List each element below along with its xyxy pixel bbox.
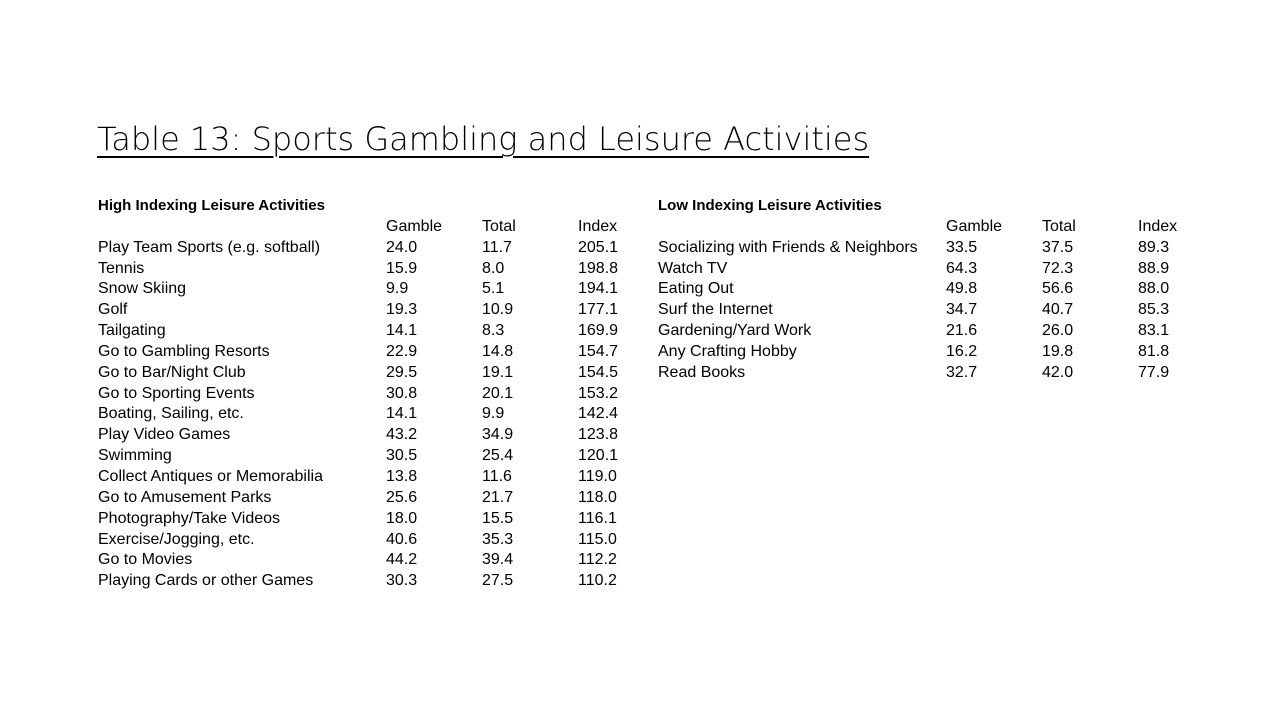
- index-value: 88.9: [1138, 259, 1170, 277]
- activity-label: Go to Gambling Resorts: [98, 342, 270, 360]
- gamble-value: 25.6: [386, 488, 418, 506]
- total-value: 56.6: [1042, 280, 1074, 298]
- high-column-header-row: [98, 217, 638, 238]
- total-value: 9.9: [482, 405, 505, 423]
- total-value: 72.3: [1042, 259, 1074, 277]
- low-indexing-heading: Low Indexing Leisure Activities: [658, 197, 882, 214]
- column-header-total: Total: [482, 217, 516, 235]
- table-row: [98, 342, 638, 363]
- table-row: [658, 238, 1198, 259]
- activity-label: Snow Skiing: [98, 280, 187, 298]
- index-value: 83.1: [1138, 322, 1170, 340]
- total-value: 19.1: [482, 363, 514, 381]
- gamble-value: 44.2: [386, 551, 418, 569]
- slide-title: Table 13: Sports Gambling and Leisure Activities: [97, 120, 870, 158]
- column-header-index: Index: [1138, 217, 1178, 235]
- index-value: 177.1: [578, 301, 619, 319]
- activity-label: Socializing with Friends & Neighbors: [658, 238, 918, 256]
- total-value: 40.7: [1042, 301, 1074, 319]
- activity-label: Any Crafting Hobby: [658, 342, 797, 360]
- gamble-value: 32.7: [946, 363, 978, 381]
- gamble-value: 14.1: [386, 405, 418, 423]
- index-value: 81.8: [1138, 342, 1170, 360]
- gamble-value: 15.9: [386, 259, 418, 277]
- activity-label: Eating Out: [658, 280, 734, 298]
- total-value: 14.8: [482, 342, 514, 360]
- activity-label: Golf: [98, 301, 128, 319]
- low-rows: [658, 238, 1198, 384]
- gamble-value: 13.8: [386, 467, 418, 485]
- index-value: 116.1: [578, 509, 617, 527]
- gamble-value: 64.3: [946, 259, 978, 277]
- table-row: [98, 259, 638, 280]
- index-value: 89.3: [1138, 238, 1170, 256]
- index-value: 110.2: [578, 572, 617, 590]
- column-header-index: Index: [578, 217, 618, 235]
- gamble-value: 30.5: [386, 447, 418, 465]
- activity-label: Collect Antiques or Memorabilia: [98, 467, 323, 485]
- total-value: 20.1: [482, 384, 514, 402]
- table-row: [658, 279, 1198, 300]
- high-indexing-heading: High Indexing Leisure Activities: [98, 197, 325, 214]
- total-value: 8.0: [482, 259, 505, 277]
- index-value: 120.1: [578, 447, 619, 465]
- activity-label: Tailgating: [98, 322, 166, 340]
- gamble-value: 30.8: [386, 384, 418, 402]
- table-row: [98, 404, 638, 425]
- table-row: [658, 363, 1198, 384]
- table-row: [98, 446, 638, 467]
- gamble-value: 40.6: [386, 530, 418, 548]
- table-row: [658, 300, 1198, 321]
- gamble-value: 18.0: [386, 509, 418, 527]
- column-header-gamble: Gamble: [386, 217, 443, 235]
- table-row: [658, 259, 1198, 280]
- table-row: [98, 238, 638, 259]
- total-value: 5.1: [482, 280, 505, 298]
- table-row: [98, 571, 638, 592]
- index-value: 119.0: [578, 467, 617, 485]
- gamble-value: 33.5: [946, 238, 978, 256]
- activity-label: Play Video Games: [98, 426, 231, 444]
- activity-label: Tennis: [98, 259, 145, 277]
- table-row: [98, 550, 638, 571]
- index-value: 154.5: [578, 363, 619, 381]
- total-value: 39.4: [482, 551, 514, 569]
- activity-label: Gardening/Yard Work: [658, 322, 812, 340]
- total-value: 26.0: [1042, 322, 1074, 340]
- gamble-value: 34.7: [946, 301, 978, 319]
- index-value: 153.2: [578, 384, 619, 402]
- total-value: 11.7: [482, 238, 512, 256]
- low-indexing-table: [658, 196, 1198, 384]
- table-row: [98, 488, 638, 509]
- activity-label: Go to Amusement Parks: [98, 488, 272, 506]
- index-value: 123.8: [578, 426, 619, 444]
- index-value: 154.7: [578, 342, 619, 360]
- activity-label: Go to Sporting Events: [98, 384, 255, 402]
- activity-label: Play Team Sports (e.g. softball): [98, 238, 321, 256]
- gamble-value: 22.9: [386, 342, 418, 360]
- table-row: [98, 321, 638, 342]
- index-value: 112.2: [578, 551, 617, 569]
- table-row: [98, 363, 638, 384]
- index-value: 205.1: [578, 238, 619, 256]
- total-value: 8.3: [482, 322, 505, 340]
- index-value: 88.0: [1138, 280, 1170, 298]
- activity-label: Watch TV: [658, 259, 728, 277]
- index-value: 77.9: [1138, 363, 1170, 381]
- activity-label: Go to Movies: [98, 551, 193, 569]
- activity-label: Swimming: [98, 447, 172, 465]
- total-value: 11.6: [482, 467, 512, 485]
- gamble-value: 24.0: [386, 238, 418, 256]
- total-value: 21.7: [482, 488, 514, 506]
- total-value: 27.5: [482, 572, 514, 590]
- activity-label: Exercise/Jogging, etc.: [98, 530, 255, 548]
- high-rows: [98, 238, 638, 592]
- activity-label: Surf the Internet: [658, 301, 773, 319]
- index-value: 169.9: [578, 322, 619, 340]
- table-row: [98, 300, 638, 321]
- activity-label: Photography/Take Videos: [98, 509, 281, 527]
- index-value: 115.0: [578, 530, 617, 548]
- column-header-total: Total: [1042, 217, 1076, 235]
- total-value: 25.4: [482, 447, 514, 465]
- low-column-header-row: [658, 217, 1198, 238]
- table-row: [98, 509, 638, 530]
- activity-label: Boating, Sailing, etc.: [98, 405, 244, 423]
- table-row: [98, 530, 638, 551]
- column-header-gamble: Gamble: [946, 217, 1003, 235]
- gamble-value: 16.2: [946, 342, 978, 360]
- total-value: 37.5: [1042, 238, 1074, 256]
- index-value: 198.8: [578, 259, 619, 277]
- total-value: 10.9: [482, 301, 514, 319]
- total-value: 19.8: [1042, 342, 1074, 360]
- index-value: 194.1: [578, 280, 619, 298]
- gamble-value: 9.9: [386, 280, 409, 298]
- index-value: 142.4: [578, 405, 619, 423]
- table-row: [98, 384, 638, 405]
- high-indexing-table: [98, 196, 638, 592]
- table-row: [658, 321, 1198, 342]
- index-value: 118.0: [578, 488, 617, 506]
- gamble-value: 19.3: [386, 301, 418, 319]
- index-value: 85.3: [1138, 301, 1170, 319]
- table-row: [98, 425, 638, 446]
- gamble-value: 14.1: [386, 322, 418, 340]
- gamble-value: 49.8: [946, 280, 978, 298]
- gamble-value: 30.3: [386, 572, 418, 590]
- activity-label: Playing Cards or other Games: [98, 572, 314, 590]
- total-value: 34.9: [482, 426, 514, 444]
- table-row: [98, 279, 638, 300]
- activity-label: Go to Bar/Night Club: [98, 363, 246, 381]
- total-value: 35.3: [482, 530, 514, 548]
- activity-label: Read Books: [658, 363, 746, 381]
- table-row: [98, 467, 638, 488]
- gamble-value: 29.5: [386, 363, 418, 381]
- gamble-value: 21.6: [946, 322, 978, 340]
- total-value: 42.0: [1042, 363, 1074, 381]
- gamble-value: 43.2: [386, 426, 418, 444]
- table-row: [658, 342, 1198, 363]
- total-value: 15.5: [482, 509, 514, 527]
